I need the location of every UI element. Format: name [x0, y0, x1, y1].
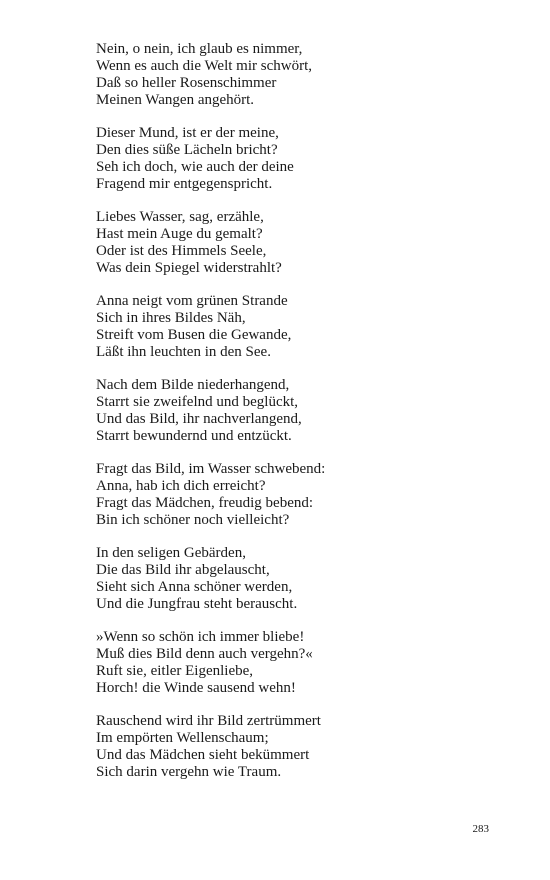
poem-line: Seh ich doch, wie auch der deine	[96, 159, 294, 175]
poem-line: Nach dem Bilde niederhangend,	[96, 377, 290, 393]
poem-line: Läßt ihn leuchten in den See.	[96, 344, 271, 360]
poem-line: In den seligen Gebärden,	[96, 545, 246, 561]
stanza	[96, 209, 496, 277]
stanza	[96, 377, 496, 445]
poem-line: Streift vom Busen die Gewande,	[96, 327, 292, 343]
stanza	[96, 545, 496, 613]
poem-line: Liebes Wasser, sag, erzähle,	[96, 209, 264, 225]
stanza	[96, 41, 496, 109]
poem-line: Fragt das Mädchen, freudig bebend:	[96, 495, 314, 511]
poem-line: Oder ist des Himmels Seele,	[96, 243, 267, 259]
poem-line: Wenn es auch die Welt mir schwört,	[96, 58, 312, 74]
stanza	[96, 461, 496, 529]
poem-line: Bin ich schöner noch vielleicht?	[96, 512, 290, 528]
stanza	[96, 125, 496, 193]
poem-line: Was dein Spiegel widerstrahlt?	[96, 260, 282, 276]
poem-line: Sieht sich Anna schöner werden,	[96, 579, 293, 595]
poem-line: Fragend mir entgegenspricht.	[96, 176, 273, 192]
stanza	[96, 293, 496, 361]
poem-line: Anna neigt vom grünen Strande	[96, 293, 288, 309]
poem-line: Nein, o nein, ich glaub es nimmer,	[96, 41, 303, 57]
poem-line: Rauschend wird ihr Bild zertrümmert	[96, 713, 321, 729]
poem-line: Sich in ihres Bildes Näh,	[96, 310, 246, 326]
poem-line: Den dies süße Lächeln bricht?	[96, 142, 278, 158]
poem-line: Anna, hab ich dich erreicht?	[96, 478, 266, 494]
stanza	[96, 713, 496, 781]
poem-line: Hast mein Auge du gemalt?	[96, 226, 263, 242]
poem-line: Daß so heller Rosenschimmer	[96, 75, 277, 91]
poem-line: Die das Bild ihr abgelauscht,	[96, 562, 270, 578]
poem-line: Und das Mädchen sieht bekümmert	[96, 747, 310, 763]
poem-line: Horch! die Winde sausend wehn!	[96, 680, 296, 696]
poem-line: Fragt das Bild, im Wasser schwebend:	[96, 461, 326, 477]
poem-line: Muß dies Bild denn auch vergehn?«	[96, 646, 313, 662]
page-number: 283	[472, 823, 489, 835]
poem-line: Dieser Mund, ist er der meine,	[96, 125, 279, 141]
poem-line: Starrt bewundernd und entzückt.	[96, 428, 292, 444]
poem-line: Und die Jungfrau steht berauscht.	[96, 596, 298, 612]
poem-line: Und das Bild, ihr nachverlangend,	[96, 411, 302, 427]
poem-line: Im empörten Wellenschaum;	[96, 730, 269, 746]
poem-line: »Wenn so schön ich immer bliebe!	[96, 629, 305, 645]
stanza	[96, 629, 496, 697]
poem-line: Sich darin vergehn wie Traum.	[96, 764, 282, 780]
poem-text	[96, 41, 496, 797]
poem-line: Ruft sie, eitler Eigenliebe,	[96, 663, 254, 679]
poem-line: Meinen Wangen angehört.	[96, 92, 255, 108]
poem-line: Starrt sie zweifelnd und beglückt,	[96, 394, 299, 410]
